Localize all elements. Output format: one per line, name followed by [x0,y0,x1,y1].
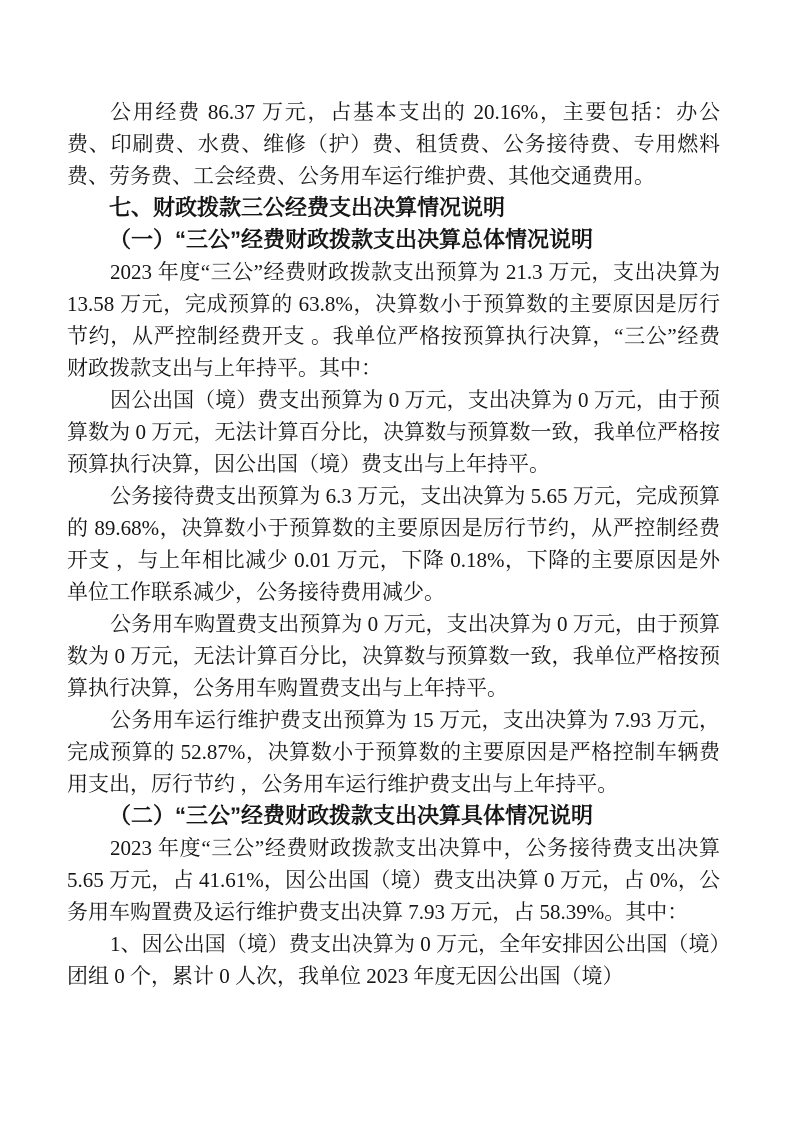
para-public-expense-summary: 公用经费 86.37 万元，占基本支出的 20.16%，主要包括：办公费、印刷费、水费、维修（护）费、租赁费、公务接待费、专用燃料费、劳务费、工会经费、公务用车运行维护费、其他交通费用。 [67,100,720,188]
para-three-public-breakdown: 2023 年度“三公”经费财政拨款支出决算中，公务接待费支出决算 5.65 万元，占 41.61%，因公出国（境）费支出决算 0 万元，占 0%，公务用车购置费及运行维护费支出决算 7.93 万元，占 58.39%。其中： [67,836,720,924]
para-three-public-overview: 2023 年度“三公”经费财政拨款支出预算为 21.3 万元，支出决算为 13.58 万元，完成预算的 63.8%，决算数小于预算数的主要原因是厉行节约，从严控制经费开支 。我单位严格按预算执行决算，“三公”经费财政拨款支出与上年持平。其中： [67,260,720,380]
para-official-reception-budget: 公务接待费支出预算为 6.3 万元，支出决算为 5.65 万元，完成预算的 89.68%，决算数小于预算数的主要原因是厉行节约，从严控制经费开支 ，与上年相比减少 0.01 万元，下降 0.18%，下降的主要原因是外单位工作联系减少，公务接待费用减少。 [67,484,720,604]
para-overseas-trip-budget: 因公出国（境）费支出预算为 0 万元，支出决算为 0 万元，由于预算数为 0 万元，无法计算百分比，决算数与预算数一致，我单位严格按预算执行决算，因公出国（境）费支出与上年持平。 [67,388,720,476]
heading-subsection-one: （一）“三公”经费财政拨款支出决算总体情况说明 [109,227,594,252]
para-vehicle-purchase-budget: 公务用车购置费支出预算为 0 万元，支出决算为 0 万元，由于预算数为 0 万元，无法计算百分比，决算数与预算数一致，我单位严格按预算执行决算，公务用车购置费支出与上年持平。 [67,612,720,700]
para-vehicle-operation-budget: 公务用车运行维护费支出预算为 15 万元，支出决算为 7.93 万元，完成预算的 52.87%，决算数小于预算数的主要原因是严格控制车辆费用支出，厉行节约 ，公务用车运行维护费支出与上年持平。 [67,708,720,796]
heading-subsection-two: （二）“三公”经费财政拨款支出决算具体情况说明 [109,803,594,828]
heading-section-seven: 七、财政拨款三公经费支出决算情况说明 [109,195,506,220]
para-item1-overseas-trips: 1、因公出国（境）费支出决算为 0 万元，全年安排因公出国（境）团组 0 个，累计 0 人次，我单位 2023 年度无因公出国（境） [67,932,720,988]
